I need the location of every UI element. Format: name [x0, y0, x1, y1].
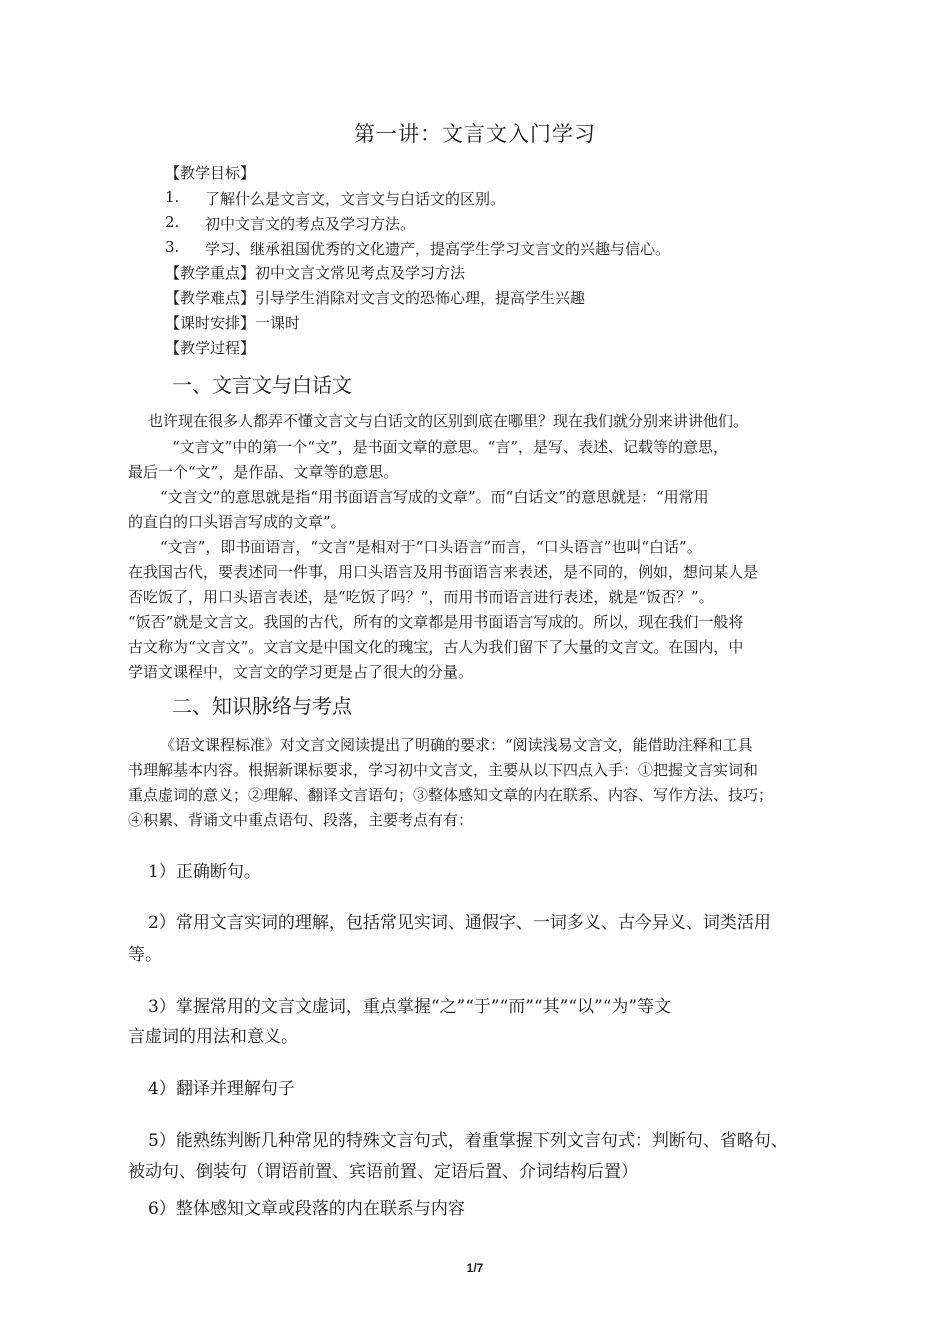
exam-point-item: 被动句、倒装句（谓语前置、宾语前置、定语后置、介词结构后置）	[128, 1162, 638, 1182]
section-heading: 二、知识脉络与考点	[172, 694, 352, 718]
exam-point-item: 6）整体感知文章或段落的内在联系与内容	[148, 1199, 465, 1219]
section-heading: 一、文言文与白话文	[172, 373, 352, 397]
paragraph-line: “文言”，即书面语言，“文言”是相对于“口头语言”而言，“口头语言”也叫“白话”。	[160, 538, 702, 556]
exam-point-item: 1）正确断句。	[148, 862, 261, 882]
paragraph-line: “文言文”的意思就是指“用书面语言写成的文章”。而“白话文”的意思就是：“用常用	[160, 488, 709, 506]
paragraph-line: 在我国古代，要表述同一件事，用口头语言及用书面语言来表述，是不同的，例如，想问某人是	[128, 563, 759, 581]
paragraph-line: “饭否”就是文言文。我国的古代，所有的文章都是用书面语言写成的。所以，现在我们一般将	[128, 613, 744, 631]
paragraph-line: “文言文”中的第一个“文”，是书面文章的意思。“言”，是写、表述、记载等的意思，	[172, 438, 729, 456]
paragraph-line: 最后一个“文”，是作品、文章等的意思。	[128, 463, 399, 481]
objective-text: 学习、继承祖国优秀的文化遗产，提高学生学习文言文的兴趣与信心。	[205, 240, 671, 258]
paragraph-line: 否吃饭了，用口头语言表述，是“吃饭了吗？”，而用书而语言进行表述，就是“饭否？”。	[128, 588, 714, 606]
objective-text: 初中文言文的考点及学习方法。	[205, 215, 416, 233]
paragraph-line: 也许现在很多人都弄不懂文言文与白话文的区别到底在哪里？现在我们就分别来讲讲他们。	[148, 412, 749, 430]
page-title: 第一讲：文言文入门学习	[354, 122, 596, 146]
objectives-heading: 【教学目标】	[165, 164, 256, 182]
exam-point-item: 等。	[128, 945, 162, 965]
objective-number: 2.	[165, 213, 180, 231]
difficulties-line: 【教学难点】引导学生消除对文言文的恐怖心理，提高学生兴趣	[165, 289, 586, 307]
paragraph-line: 重点虚词的意义；②理解、翻译文言语句；③整体感知文章的内在联系、内容、写作方法、技巧；	[128, 786, 774, 804]
key-points-line: 【教学重点】初中文言文常见考点及学习方法	[165, 264, 466, 282]
paragraph-line: ④积累、背诵文中重点语句、段落，主要考点有有：	[128, 811, 474, 829]
paragraph-line: 学语文课程中，文言文的学习更是占了很大的分量。	[128, 663, 474, 681]
page-number: 1/7	[466, 1261, 484, 1275]
exam-point-item: 言虚词的用法和意义。	[128, 1027, 298, 1047]
paragraph-line: 古文称为“文言文”。文言文是中国文化的瑰宝，古人为我们留下了大量的文言文。在国内，中	[128, 638, 744, 656]
paragraph-line: 的直白的口头语言写成的文章”。	[128, 513, 346, 531]
objective-text: 了解什么是文言文，文言文与白话文的区别。	[205, 190, 506, 208]
process-heading: 【教学过程】	[165, 339, 256, 357]
objective-number: 3.	[165, 238, 180, 256]
paragraph-line: 《语文课程标准》对文言文阅读提出了明确的要求：“阅读浅易文言文，能借助注释和工具	[160, 736, 753, 754]
exam-point-item: 5）能熟练判断几种常见的特殊文言句式，着重掌握下列文言句式：判断句、省略句、	[148, 1131, 788, 1151]
objective-number: 1.	[165, 188, 180, 206]
schedule-line: 【课时安排】一课时	[165, 314, 301, 332]
paragraph-line: 书理解基本内容。根据新课标要求，学习初中文言文，主要从以下四点入手：①把握文言实词和	[128, 761, 759, 779]
exam-point-item: 3）掌握常用的文言文虚词，重点掌握“之”“于”“而”“其”“以”“为”等文	[148, 997, 672, 1017]
exam-point-item: 2）常用文言实词的理解，包括常见实词、通假字、一词多义、古今异义、词类活用	[148, 913, 771, 933]
exam-point-item: 4）翻译并理解句子	[148, 1079, 295, 1099]
